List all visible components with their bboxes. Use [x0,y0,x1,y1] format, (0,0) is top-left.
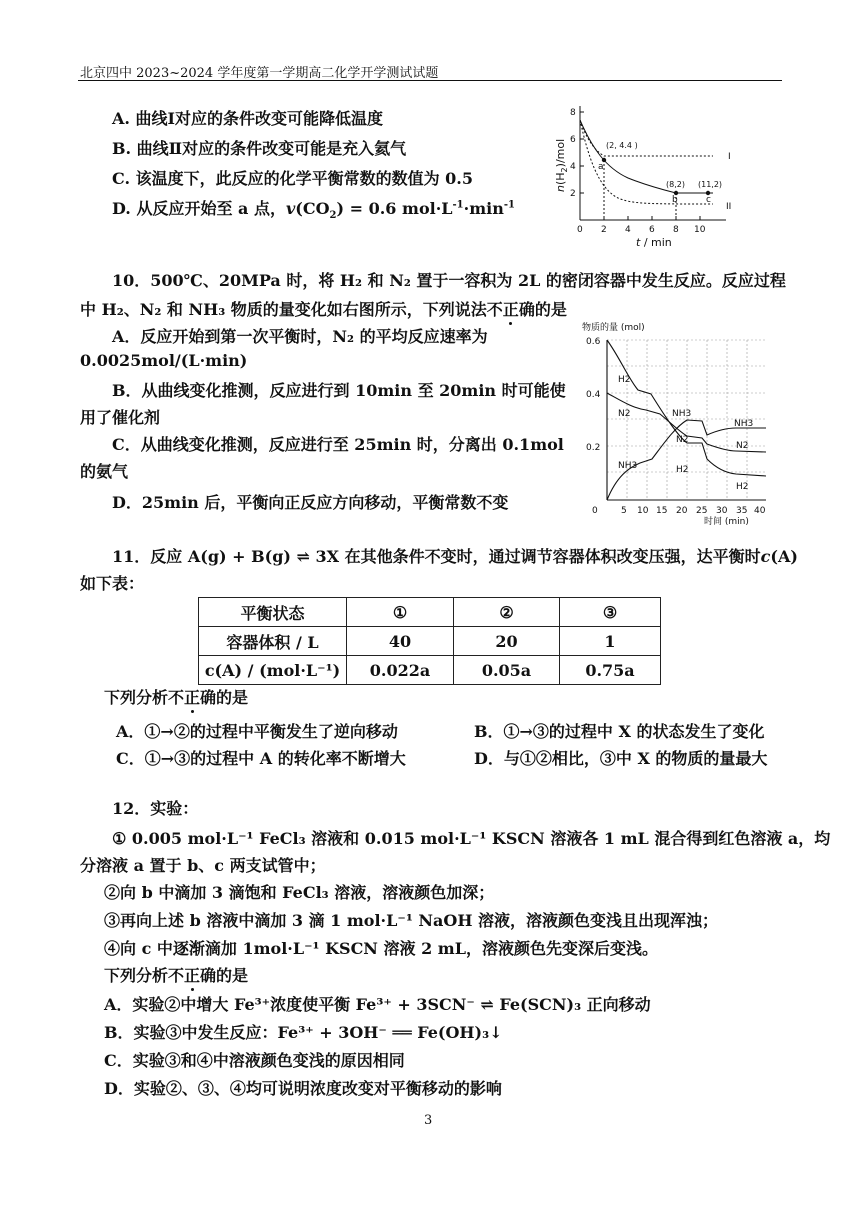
svg-text:c: c [706,195,711,205]
table-cell: 1 [560,627,661,656]
q11-stem-line2: 如下表： [80,574,145,593]
svg-text:0: 0 [592,506,598,516]
svg-text:30: 30 [716,506,728,516]
svg-text:10: 10 [637,506,649,516]
q11-option-d: D．与①②相比，③中 X 的物质的量最大 [474,749,768,768]
table-cell: 40 [347,627,454,656]
svg-text:(2, 4.4 ): (2, 4.4 ) [606,141,638,150]
svg-text:25: 25 [696,506,708,516]
table-cell: c(A) / (mol·L⁻¹) [199,656,347,685]
q12-option-d: D．实验②、③、④均可说明浓度改变对平衡移动的影响 [104,1079,502,1098]
equilibrium-table [198,597,661,685]
svg-text:2: 2 [601,225,607,235]
svg-text:4: 4 [570,162,576,172]
svg-text:20: 20 [676,506,688,516]
q12-title: 12．实验： [112,799,199,818]
table-cell: 20 [454,627,560,656]
svg-text:N2: N2 [736,441,749,451]
svg-text:a: a [598,162,604,172]
svg-text:(8,2): (8,2) [666,180,685,189]
q10-option-d: D．25min 后，平衡向正反应方向移动，平衡常数不变 [112,493,509,512]
svg-text:H2: H2 [736,482,749,492]
svg-text:NH3: NH3 [734,419,754,429]
svg-text:H2: H2 [618,375,631,385]
table-cell: 容器体积 / L [199,627,347,656]
table-cell: ② [454,598,560,627]
q11-option-c: C．①→③的过程中 A 的转化率不断增大 [116,749,406,768]
svg-text:8: 8 [673,225,679,235]
table-cell: 0.75a [560,656,661,685]
q12-step1: ① 0.005 mol·L⁻¹ FeCl₃ 溶液和 0.015 mol·L⁻¹ KSCN 溶液各 1 mL 混合得到红色溶液 a，均 [112,829,831,848]
table-row [199,656,661,685]
q12-step3: ③再向上述 b 溶液中滴加 3 滴 1 mol·L⁻¹ NaOH 溶液，溶液颜色变浅且出现浑浊； [104,911,719,930]
q10-stem-line1: 10．500℃、20MPa 时，将 H₂ 和 N₂ 置于一容积为 2L 的密闭容器中发生反应。反应过程 [112,271,786,290]
svg-text:0: 0 [577,225,583,235]
svg-text:6: 6 [570,135,576,145]
svg-text:10: 10 [694,225,706,235]
svg-text:5: 5 [621,506,627,516]
graph-amount-vs-time [576,318,772,530]
svg-text:40: 40 [754,506,766,516]
svg-text:35: 35 [736,506,748,516]
svg-text:(11,2): (11,2) [698,180,723,189]
curve-I [580,120,713,156]
svg-text:6: 6 [649,225,655,235]
svg-text:物质的量 (mol): 物质的量 (mol) [582,323,645,333]
q10-option-c: C．从曲线变化推测，反应进行至 25min 时，分离出 0.1mol [112,435,564,454]
svg-text:时间 (min): 时间 (min) [704,517,749,527]
q9-option-b: B. 曲线Ⅱ对应的条件改变可能是充入氦气 [112,139,407,158]
table-cell: 平衡状态 [199,598,347,627]
svg-text:t / min: t / min [636,236,672,249]
q12-step4: ④向 c 中逐渐滴加 1mol·L⁻¹ KSCN 溶液 2 mL，溶液颜色先变深后变浅。 [104,939,658,958]
table-row [199,598,661,627]
q10-option-b: B．从曲线变化推测，反应进行到 10min 至 20min 时可能使 [112,381,566,400]
q9-option-a: A. 曲线Ⅰ对应的条件改变可能降低温度 [112,109,384,128]
svg-text:II: II [726,202,732,212]
q10-option-a-cont: 0.0025mol/(L·min) [80,351,248,370]
table-cell: ③ [560,598,661,627]
svg-text:H2: H2 [676,465,689,475]
q9-option-d: D. 从反应开始至 a 点，$v(CO_2) = 0.6$ $mol\cdot L^{-1}\cdot\min^{-1}$ [112,199,515,222]
svg-text:N2: N2 [618,409,631,419]
svg-text:4: 4 [625,225,631,235]
svg-text:N2: N2 [676,435,689,445]
page-header: 北京四中 2023~2024 学年度第一学期高二化学开学测试试题 [80,66,439,81]
q12-option-a: A．实验②中增大 Fe³⁺浓度使平衡 Fe³⁺ + 3SCN⁻ ⇌ Fe(SCN)₃ 正向移动 [104,995,651,1014]
svg-text:I: I [728,152,731,162]
table-cell: ① [347,598,454,627]
q11-option-b: B．①→③的过程中 X 的状态发生了变化 [474,722,765,741]
svg-text:n(H2)/mol: $n(H_2)$/mol [554,138,569,192]
q10-option-a: A．反应开始到第一次平衡时，N₂ 的平均反应速率为 [112,327,488,346]
page-number: 3 [424,1113,433,1128]
table-cell: 0.022a [347,656,454,685]
q9-option-c: C. 该温度下，此反应的化学平衡常数的数值为 0.5 [112,169,474,188]
q11-prompt: 下列分析不正确的是 [104,688,249,707]
graph-h2-vs-time [548,98,748,254]
table-row [199,627,661,656]
svg-text:2: 2 [570,189,576,199]
q12-option-b: B．实验③中发生反应：Fe³⁺ + 3OH⁻ ══ Fe(OH)₃↓ [104,1023,503,1042]
svg-text:NH3: NH3 [618,461,638,471]
q12-option-c: C．实验③和④中溶液颜色变浅的原因相同 [104,1051,405,1070]
q11-stem-line1: 11．反应 A(g) + B(g) ⇌ 3X 在其他条件不变时，通过调节容器体积改变压强，达平衡时c(A) [112,547,798,566]
svg-text:8: 8 [570,108,576,118]
q10-option-b-cont: 用了催化剂 [80,408,161,427]
q12-prompt: 下列分析不正确的是 [104,966,249,985]
q10-option-c-cont: 的氨气 [80,462,129,481]
q12-step1-cont: 分溶液 a 置于 b、c 两支试管中； [80,856,326,875]
h2-curve [607,340,766,476]
q11-option-a: A．①→②的过程中平衡发生了逆向移动 [116,722,398,741]
svg-text:b: b [672,195,678,205]
svg-text:0.2: 0.2 [586,443,601,453]
svg-text:15: 15 [656,506,668,516]
table-cell: 0.05a [454,656,560,685]
header-rule [78,80,782,81]
q10-stem-line2: 中 H₂、N₂ 和 NH₃ 物质的量变化如右图所示，下列说法不正确的是 [80,300,567,319]
svg-text:0.4: 0.4 [586,390,601,400]
q12-step2: ②向 b 中滴加 3 滴饱和 FeCl₃ 溶液，溶液颜色加深； [104,883,495,902]
svg-text:0.6: 0.6 [586,337,601,347]
svg-text:NH3: NH3 [672,409,692,419]
